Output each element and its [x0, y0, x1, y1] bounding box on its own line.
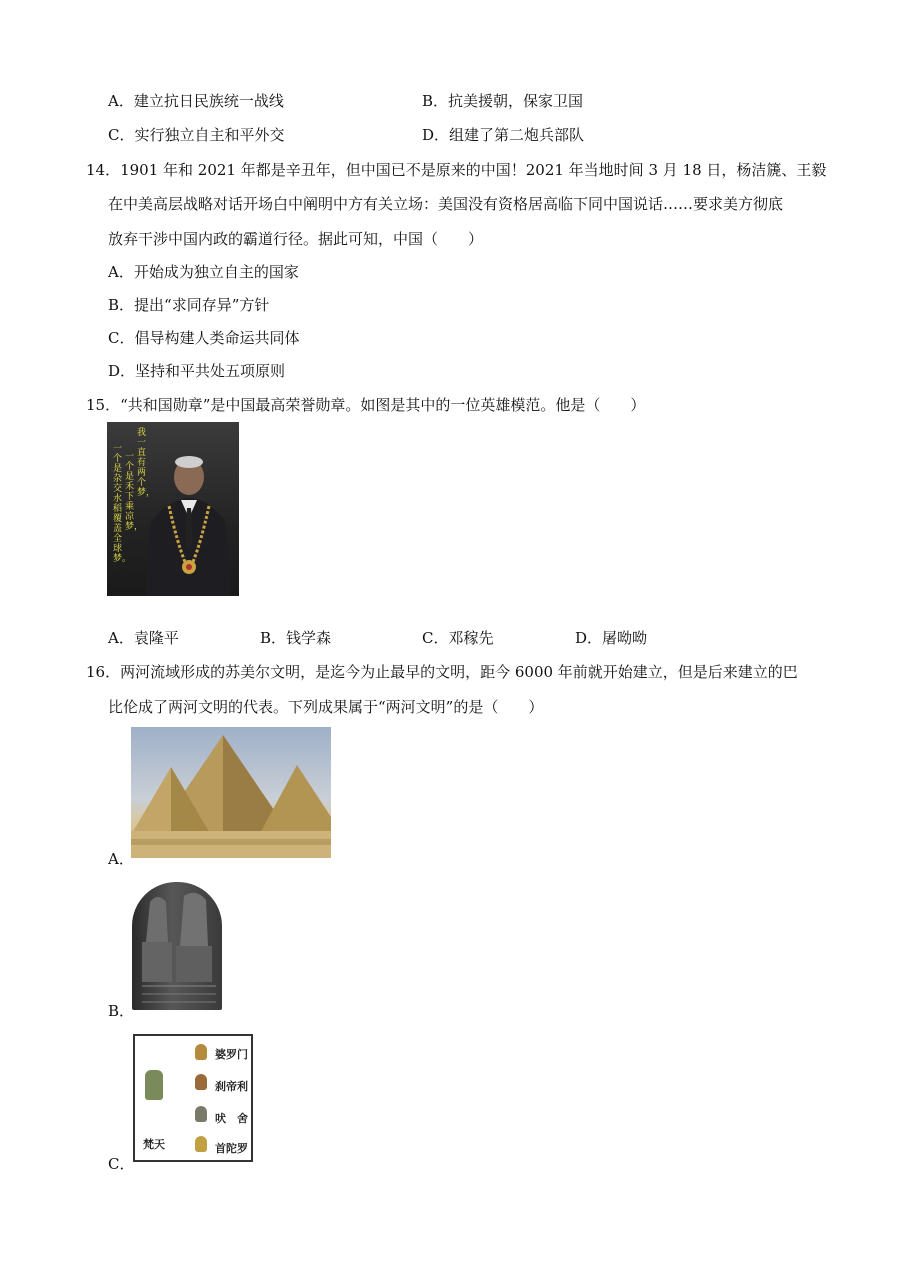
option-a: A．袁隆平 [108, 629, 179, 647]
option-c: C．邓稼先 [422, 629, 494, 647]
option-d: D．屠呦呦 [575, 629, 648, 647]
option-b: B．抗美援朝，保家卫国 [422, 92, 584, 110]
portrait-figure [107, 422, 239, 596]
caste-label-brahma: 梵天 [143, 1138, 165, 1151]
question-14-line-3: 放弃干涉中国内政的霸道行径。据此可知，中国（ ） [108, 230, 484, 248]
question-14-line-2: 在中美高层战略对话开场白中阐明中方有关立场：美国没有资格居高临下同中国说话……要求美方彻底 [108, 195, 784, 213]
photo-caption-col-1: 我一直有两个梦， [137, 428, 156, 498]
option-d: D．坚持和平共处五项原则 [108, 362, 286, 380]
brahma-figure [145, 1070, 163, 1100]
caste-label-shudra: 首陀罗 [215, 1142, 248, 1155]
pyramids-image [131, 727, 331, 858]
caste-label-vaishya: 吠 舍 [215, 1112, 248, 1125]
stele-relief [132, 882, 222, 1010]
caste-system-diagram [133, 1034, 253, 1162]
photo-caption-col-3: 一个是杂交水稻覆盖全球梦。 [113, 444, 132, 564]
hammurabi-code-stele-image [132, 882, 222, 1010]
caste-figure-2 [195, 1074, 207, 1090]
option-b: B．钱学森 [260, 629, 332, 647]
caste-figure-3 [195, 1106, 207, 1122]
option-c: C．倡导构建人类命运共同体 [108, 329, 300, 347]
option-a: A．开始成为独立自主的国家 [108, 263, 299, 281]
question-16-line-2: 比伦成了两河文明的代表。下列成果属于“两河文明”的是（ ） [108, 698, 544, 716]
question-14-line-1: 14．1901 年和 2021 年都是辛丑年，但中国已不是原来的中国！2021 年当地时间 3 月 18 日，杨洁篪、王毅 [86, 161, 827, 179]
caste-figure-1 [195, 1044, 207, 1060]
option-d: D．组建了第二炮兵部队 [422, 126, 585, 144]
option-a: A．建立抗日民族统一战线 [108, 92, 284, 110]
option-c: C．实行独立自主和平外交 [108, 126, 285, 144]
photo-caption-col-2: 一个是禾下乘凉梦， [125, 452, 144, 532]
option-c: C． [108, 1155, 135, 1173]
caste-label-kshatriya: 刹帝利 [215, 1080, 248, 1093]
hero-photo [107, 422, 239, 596]
option-a: A． [108, 850, 134, 868]
caste-figure-4 [195, 1136, 207, 1152]
option-b: B． [108, 1002, 135, 1020]
question-15-line-1: 15．“共和国勋章”是中国最高荣誉勋章。如图是其中的一位英雄模范。他是（ ） [86, 396, 646, 414]
pyramids-drawing [131, 727, 331, 858]
question-16-line-1: 16．两河流域形成的苏美尔文明，是迄今为止最早的文明，距今 6000 年前就开始建立，但是后来建立的巴 [86, 663, 798, 681]
option-b: B．提出“求同存异”方针 [108, 296, 270, 314]
caste-label-brahmin: 婆罗门 [215, 1048, 248, 1061]
